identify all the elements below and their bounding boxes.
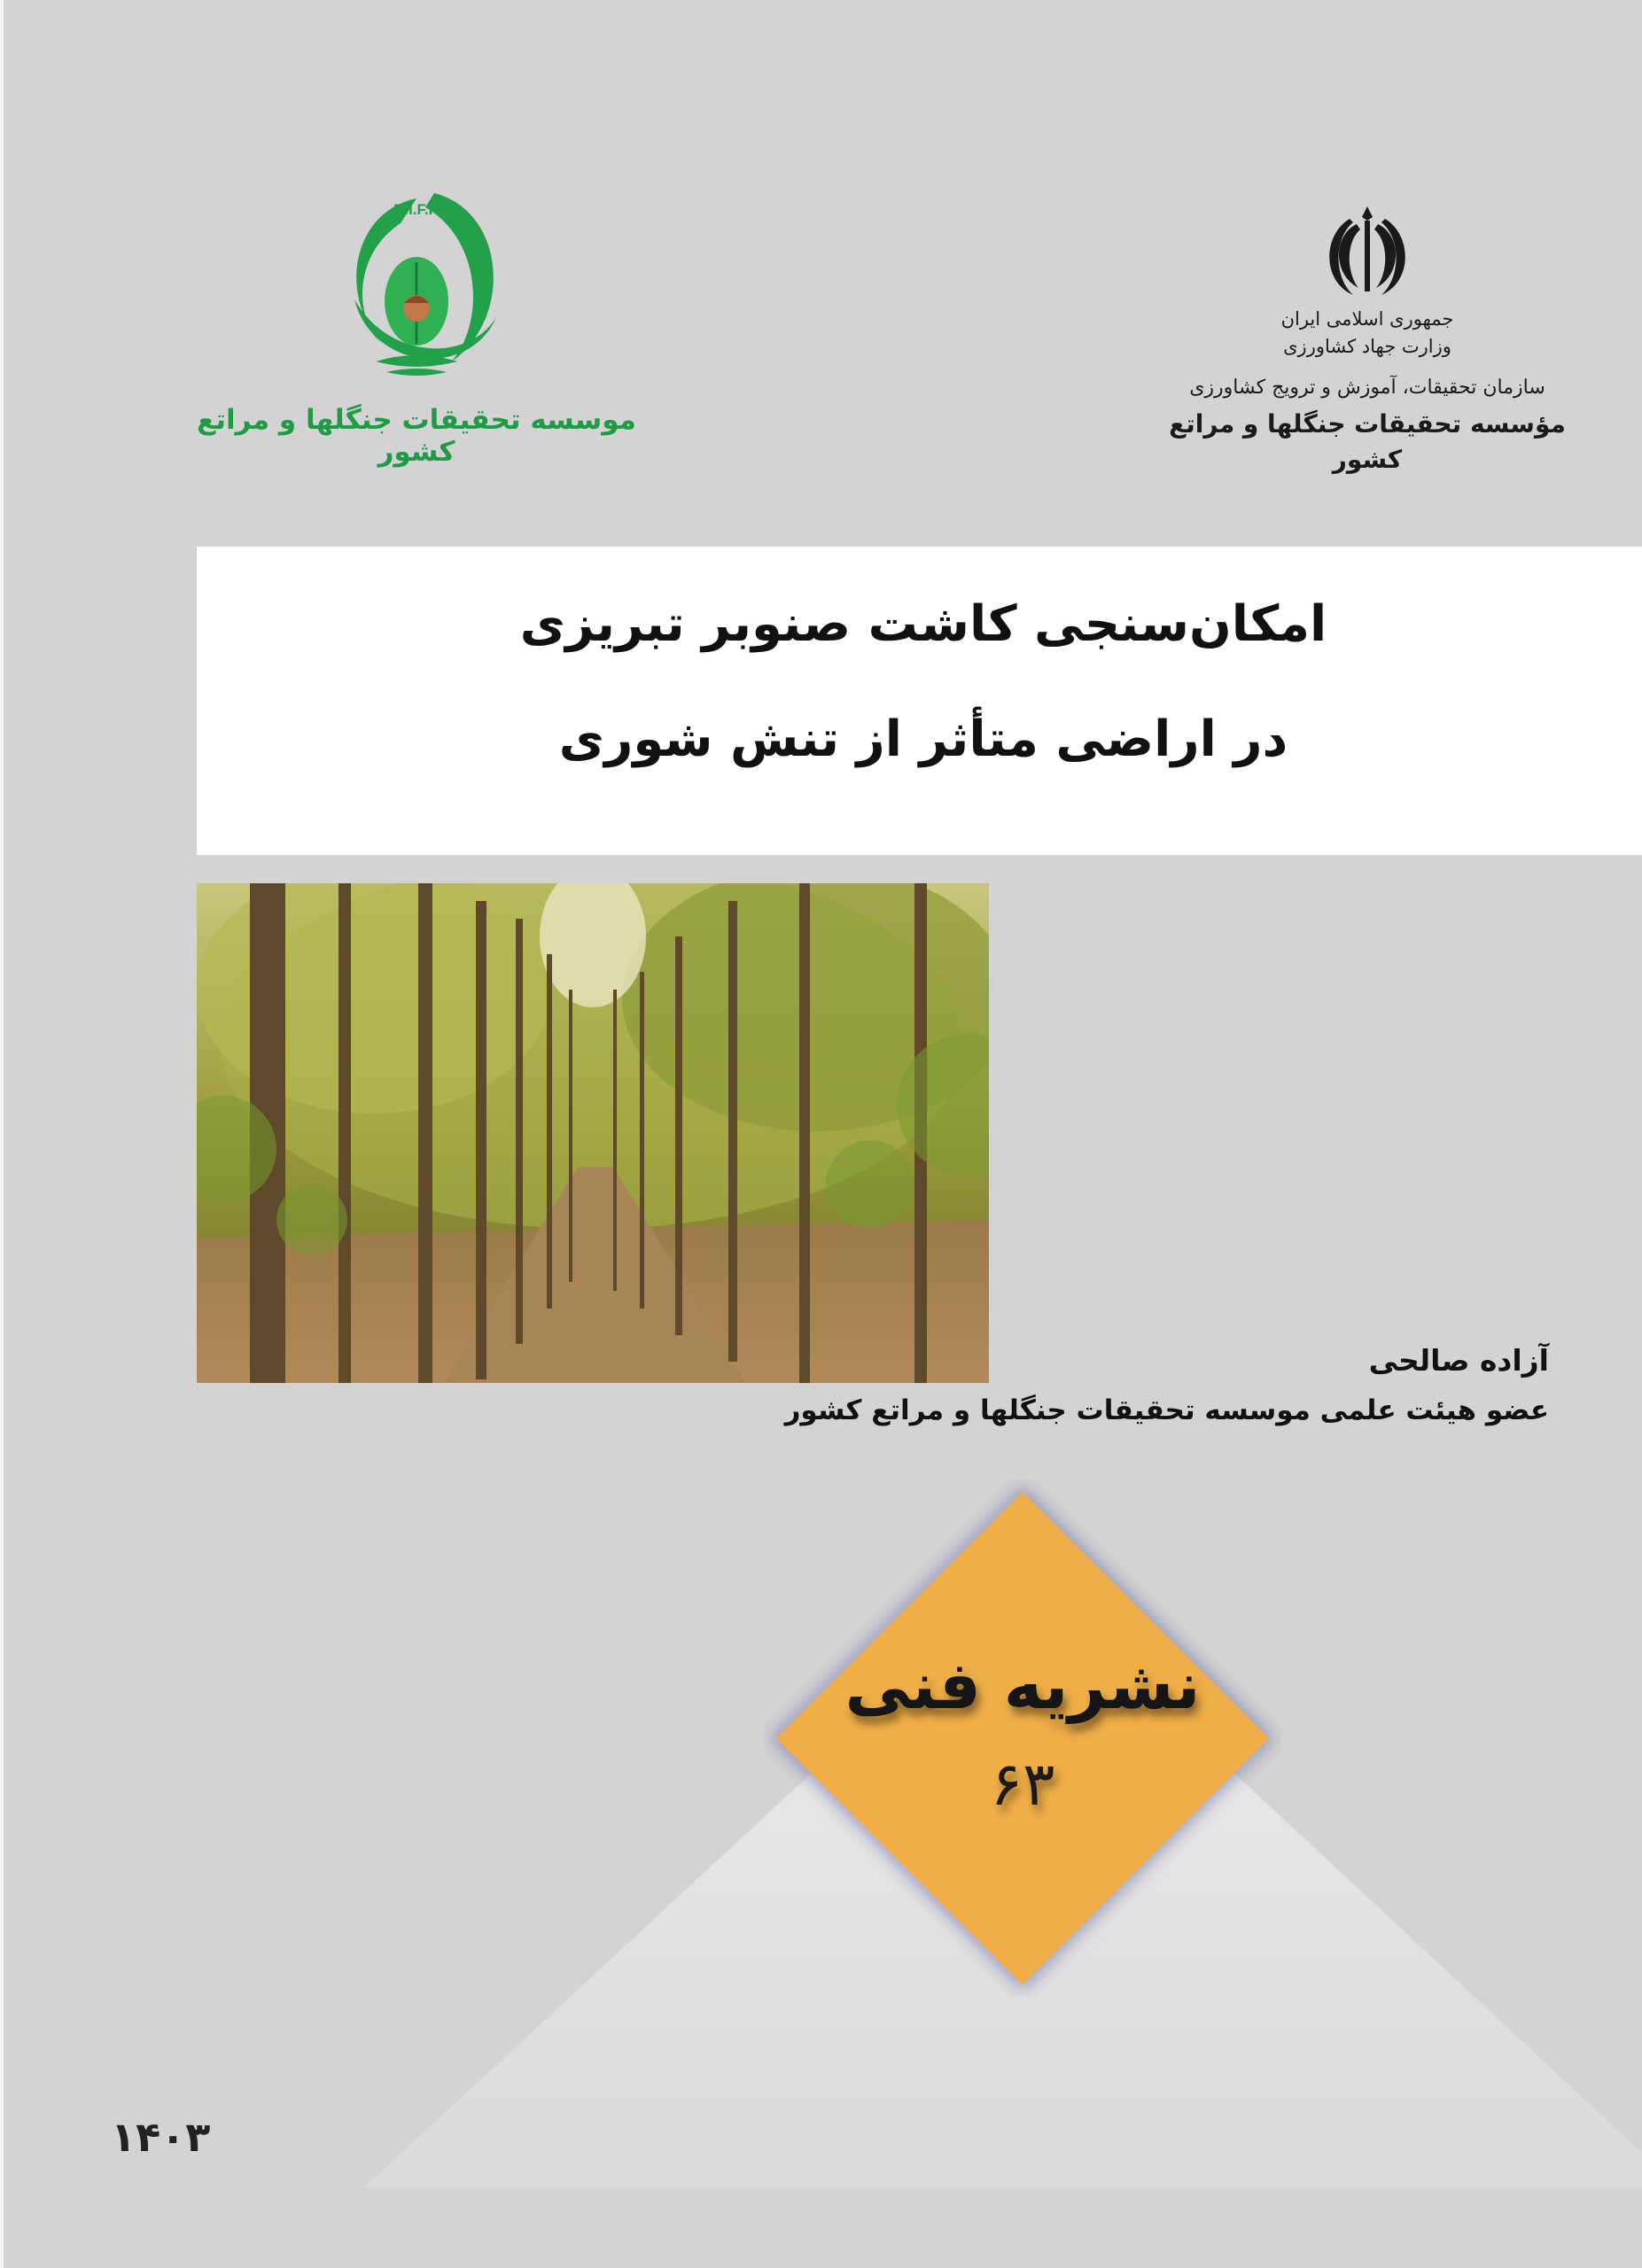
poplar-plantation-photo (197, 883, 989, 1383)
badge-title: نشریه فنی (844, 1648, 1201, 1724)
author-affiliation: عضو هیئت علمی موسسه تحقیقات جنگلها و مراتع کشور (784, 1394, 1549, 1426)
gov-organization: سازمان تحقیقات، آموزش و ترویج کشاورزی (1189, 377, 1545, 399)
author-name: آزاده صالحی (1368, 1343, 1549, 1378)
author-block (574, 1336, 1549, 1435)
title-band (197, 547, 1642, 855)
title-line-1: امکان‌سنجی کاشت صنوبر تبریزی (519, 595, 1327, 653)
rifr-logo (301, 184, 532, 397)
title-line-2: در اراضی متأثر از تنش شوری (558, 711, 1288, 768)
publication-year: ۱۴۰۳ (111, 2113, 211, 2161)
rifr-name: موسسه تحقیقات جنگلها و مراتع کشور (197, 404, 636, 468)
gov-line-ministry: وزارت جهاد کشاورزی (1283, 336, 1451, 357)
government-header (1137, 199, 1598, 478)
rifr-header (177, 184, 656, 468)
publication-badge-diamond (764, 1480, 1281, 1997)
iran-emblem-icon (1314, 199, 1420, 306)
rifr-abbrev: R.I.F.R (393, 201, 440, 218)
gov-institute: مؤسسه تحقیقات جنگلها و مراتع کشور (1169, 409, 1566, 474)
gov-line-republic: جمهوری اسلامی ایران (1280, 308, 1454, 330)
badge-number: ۶۳ (990, 1750, 1055, 1820)
